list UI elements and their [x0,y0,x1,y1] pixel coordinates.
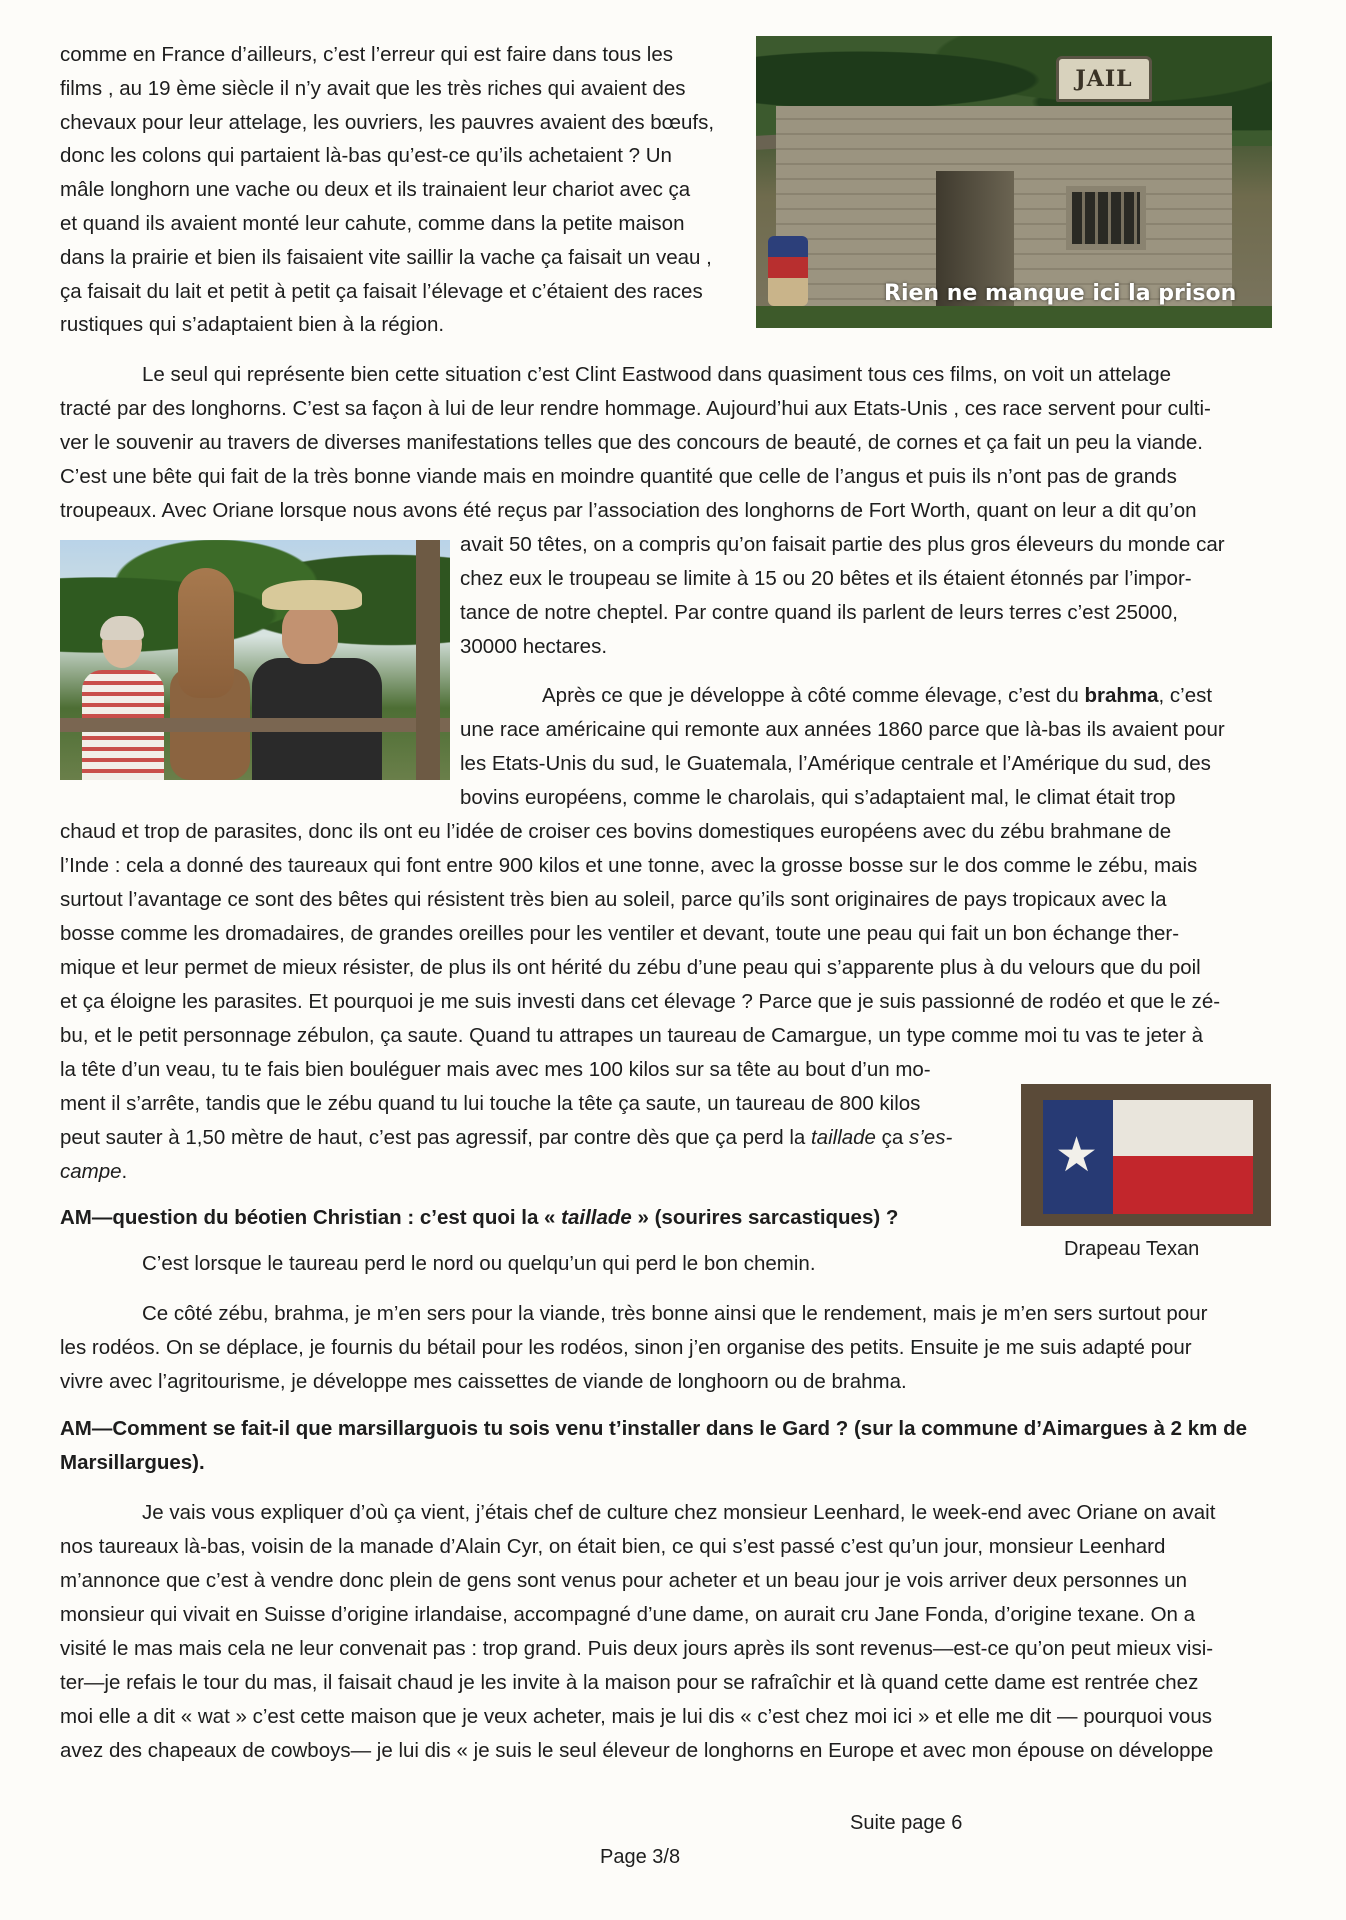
text-line: donc les colons qui partaient là-bas qu’est-ce qu’ils achetaient ? Un [60,144,672,168]
photo-barrel [768,236,808,306]
text-line: et ça éloigne les parasites. Et pourquoi je me suis investi dans cet élevage ? Parce que je suis passionné de rodéo et que le zé- [60,990,1221,1013]
paragraph-3 [460,679,1300,815]
text-line: tracté par des longhorns. C’est sa façon à lui de leur rendre hommage. Aujourd’hui aux Etats-Unis , ces race servent pour culti- [60,397,1211,420]
text-line: mâle longhorn une vache ou deux et ils trainaient leur chariot avec ça [60,178,691,202]
photo-horse [160,568,250,780]
text-line: Ce côté zébu, brahma, je m’en sers pour la viande, très bonne ainsi que le rendement, mais je m’en sers surtout pour [142,1302,1208,1325]
text-line: les rodéos. On se déplace, je fournis du bétail pour les rodéos, sinon j’en organise des petits. Ensuite je me suis adapté pour [60,1336,1192,1359]
text-line: chez eux le troupeau se limite à 15 ou 20 bêtes et ils étaient étonnés par l’impor- [460,567,1192,590]
continued-note: Suite page 6 [850,1812,963,1834]
texas-flag-photo [1021,1084,1271,1226]
text-line: les Etats-Unis du sud, le Guatemala, l’Amérique centrale et l’Amérique du sud, des [460,752,1211,775]
text-line: moi elle a dit « wat » c’est cette maison que je veux acheter, mais je lui dis « c’est chez moi ici » et elle me dit — pourquoi vous [60,1705,1212,1728]
paragraph-3-full [60,815,1300,1087]
answer-1: C’est lorsque le taureau perd le nord ou quelqu’un qui perd le bon chemin. [142,1252,816,1275]
text-line: comme en France d’ailleurs, c’est l’erreur qui est faire dans tous les [60,43,673,66]
text-line: avait 50 têtes, on a compris qu’on faisait partie des plus gros éleveurs du monde car [460,533,1225,556]
paragraph-2 [60,358,1290,528]
text-line: ter—je refais le tour du mas, il faisait chaud je les invite à la maison pour se rafraîchir et là quand cette dame est rentrée chez [60,1671,1199,1694]
photo-fence-rail [60,718,450,732]
paragraph-5 [60,1496,1300,1768]
text-line: l’Inde : cela a donné des taureaux qui font entre 900 kilos et une tonne, avec la grosse bosse sur le dos comme le zébu, mais [60,854,1198,877]
paragraph-3-flag [60,1087,1010,1189]
text-line: films , au 19 ème siècle il n’y avait que les très riches qui avaient des [60,76,686,100]
text-line: C’est une bête qui fait de la très bonne viande mais en moindre quantité que celle de l’angus et puis ils n’ont pas de grands [60,465,1177,488]
question-1: AM—question du béotien Christian : c’est quoi la « taillade » (sourires sarcastiques) ? [60,1206,899,1229]
page-number: Page 3/8 [600,1846,681,1868]
star-icon: ★ [1055,1127,1099,1183]
text-line: 30000 hectares. [460,635,608,658]
text-line: troupeaux. Avec Oriane lorsque nous avons été reçus par l’association des longhorns de Fort Worth, quant on leur a dit qu’on [60,499,1197,522]
text-line: nos taureaux là-bas, voisin de la manade d’Alain Cyr, on était bien, ce qui s’est passé c’est qu’un jour, monsieur Leenhard [60,1535,1166,1558]
text-line: mique et leur permet de mieux résister, de plus ils ont hérité du zébu d’une peau qui s’apparente plus à du velours que du poil [60,956,1201,979]
text-line: m’annonce que c’est à vendre donc plein de gens sont venus pour acheter et un beau jour je vois arriver deux personnes un [60,1569,1188,1592]
text-line: chaud et trop de parasites, donc ils ont eu l’idée de croiser ces bovins domestiques européens avec du zébu brahmane de [60,820,1172,843]
photo-window [1066,186,1146,250]
text-line: ça faisait du lait et petit à petit ça faisait l’élevage et c’étaient des races [60,279,703,303]
jail-sign: JAIL [1056,56,1152,102]
text-line: rustiques qui s’adaptaient bien à la région. [60,313,445,337]
flag-red-band [1113,1156,1253,1214]
question-2 [60,1412,1300,1480]
text-line: Le seul qui représente bien cette situation c’est Clint Eastwood dans quasiment tous ces films, on voit un attelage [142,363,1172,386]
photo-grass [756,306,1272,328]
text-line: campe. [60,1160,128,1183]
text-line: avez des chapeaux de cowboys— je lui dis « je suis le seul éleveur de longhorns en Europe et avec mon épouse on développe [60,1739,1214,1762]
photo-man [242,580,382,780]
text-line: visité le mas mais cela ne leur convenait pas : trop grand. Puis deux jours après ils sont revenus—est-ce qu’on peut mieux visi- [60,1637,1214,1660]
flag-white-band [1113,1100,1253,1156]
text-line: bu, et le petit personnage zébulon, ça saute. Quand tu attrapes un taureau de Camargue, un type comme moi tu vas te jeter à [60,1024,1204,1047]
text-line: ment il s’arrête, tandis que le zébu quand tu lui touche la tête ça saute, un taureau de 800 kilos [60,1092,921,1115]
text-line: AM—Comment se fait-il que marsillarguois tu sois venu t’installer dans le Gard ? (sur la commune d’Aimargues à 2 km de [60,1417,1248,1440]
text-line: dans la prairie et bien ils faisaient vite saillir la vache ça faisait un veau , [60,245,712,269]
text-line: vivre avec l’agritourisme, je développe mes caissettes de viande de longhoorn ou de brahma. [60,1370,907,1393]
text-line: surtout l’avantage ce sont des bêtes qui résistent très bien au soleil, parce qu’ils sont originaires de pays tropicaux avec la [60,888,1167,911]
paragraph-4 [60,1297,1300,1399]
text-line: ver le souvenir au travers de diverses manifestations telles que des concours de beauté, de cornes et ça fait un peu la viande. [60,431,1203,454]
paragraph-1 [60,38,750,342]
text-line: une race américaine qui remonte aux années 1860 parce que là-bas ils avaient pour [460,718,1225,741]
brahma-bold: brahma [1084,684,1159,707]
text-line: Je vais vous expliquer d’où ça vient, j’étais chef de culture chez monsieur Leenhard, le week-end avec Oriane on avait [142,1501,1216,1524]
text-line: bosse comme les dromadaires, de grandes oreilles pour les ventiler et devant, toute une peau qui fait un bon échange ther- [60,922,1180,945]
text-line: la tête d’un veau, tu te fais bien bouléguer mais avec mes 100 kilos sur sa tête au bout d’un mo- [60,1058,931,1081]
text-line: bovins européens, comme le charolais, qui s’adaptaient mal, le climat était trop [460,786,1176,809]
text-line: et quand ils avaient monté leur cahute, comme dans la petite maison [60,211,685,235]
text-line: tance de notre cheptel. Par contre quand ils parlent de leurs terres c’est 25000, [460,601,1178,624]
text-line: peut sauter à 1,50 mètre de haut, c’est pas agressif, par contre dès que ça perd la taillade ça s’es- [60,1126,953,1149]
photo-fence-post [416,540,440,780]
people-horse-photo [60,540,450,780]
photo-woman [78,620,164,780]
flag-caption: Drapeau Texan [1064,1238,1200,1260]
text-line: chevaux pour leur attelage, les ouvriers, les pauvres avaient des bœufs, [60,110,715,134]
text-line: Après ce que je développe à côté comme élevage, c’est du brahma, c’est [542,684,1213,707]
text-line: Marsillargues). [60,1451,205,1474]
paragraph-2-continued [460,528,1300,664]
jail-photo [756,36,1272,328]
text-line: monsieur qui vivait en Suisse d’origine irlandaise, accompagné d’une dame, on aurait cru Jane Fonda, d’origine texane. On a [60,1603,1196,1626]
jail-photo-caption: Rien ne manque ici la prison [884,281,1237,306]
